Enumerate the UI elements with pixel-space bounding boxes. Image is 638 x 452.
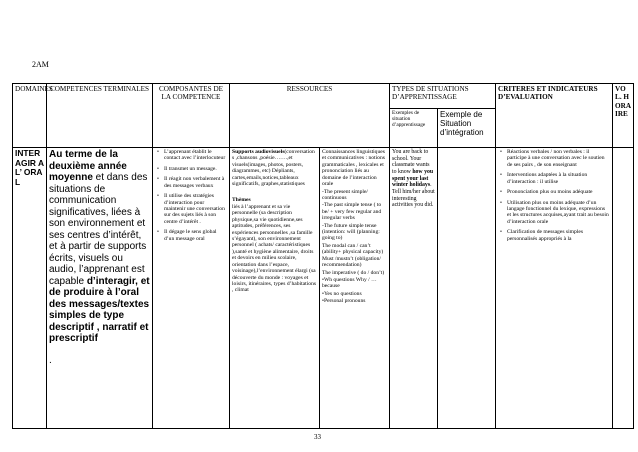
volume-horaire-cell [613,148,634,429]
critere-item: • Réactions verbales / non verbales : il participe à une conversation avec le soutien de ses pairs , de son enseignant [507,149,610,168]
supports-label: Supports audiovisuels [232,149,285,155]
header-exemple-integration: Exemple de Situation d’intégration [438,109,496,148]
composante-item: • Il dégage le sens global d’un message oral [164,229,227,242]
situation-emphasis: how you spent your last winter holidays [392,168,434,189]
critere-item: • Clarification de messages simples personnalisés appropriés à la [507,229,610,242]
ressource-item: •Yes no questions [322,290,362,297]
header-criteres: CRITERES ET INDICATEURS D’EVALUATION [496,84,613,148]
situation-text: You are back to school. Your classmate wants to know [392,149,430,175]
critere-item: • Utilisation plus ou moins adéquate d’un langage fonctionnel du lexique, expressions et les structures acquises,ayant trait au besoin d’interaction orale [507,200,610,226]
exemple-integration-cell [438,148,496,429]
criteres-list [498,149,610,242]
composante-item: • Il transmet un message. [164,166,227,172]
document-level-label: 2AM [32,60,49,69]
header-ressources: RESSOURCES [230,84,390,148]
competence-context: et dans des situations de communication significatives, liées à son environnement et ses centres d’intérêt, et à partir de supports écrits, visuels ou audio, l’apprenant est capable [49,172,148,287]
ressource-item: •Personal pronouns [322,298,366,305]
competence-intro: Au terme de la deuxième année moyenne [49,149,127,183]
ressource-item: -The future simple tense (intention: will (planning: going to) [322,222,380,242]
header-composantes: COMPOSANTES DE LA COMPETENCE [153,84,230,148]
header-exemples-situation: Exemples de situation d’apprentissage [390,109,438,148]
composantes-list [155,149,227,242]
competence-objective: d’interagir, et de produire à l’oral des messages/textes simples de type descriptif , narratif et prescriptif [49,275,150,344]
supports-text: (conversation s ,chansons ,poésie…….,et visuels(images, photos, posters, diagrammes, etc) Dépliants, cartes,emails,notices,tableaux significatifs, graphes,statistiques [232,149,315,188]
ressource-item: -The present simple/ continuous [322,188,368,201]
page-number: 33 [314,433,321,441]
composante-item: • Il utilise des stratégies d’interaction pour maintenir une conversation sur des sujets liés à son centre d’intérêt . [164,193,227,225]
criteres-cell [496,148,613,429]
domaine-cell: INTERAGIR A L’ ORAL [13,148,47,429]
critere-item: • Interventions adaptées à la situation d’interaction : il utilise [507,172,610,185]
themes-label: Thèmes [232,196,251,203]
themes-text: liés à l’apprenant et sa vie personnelle (sa description physique,sa vie quotidienne,ses aptitudes, préférences, ses expériences personnelles ,sa famille s’égayant), son environnement personnel ( achats/ caractéristiques ),santé et hygiène alimentaire, droits et devoirs en milieu scolaire, orientation dans l’espace, voisinage),l’environnement élargi (sa découverte du monde : voyages et loisirs, itinéraires, types d’habitations , climat [232,203,317,294]
situation-text-end: . Tell him/her about interesting activities you did. [392,182,435,209]
header-domaines: DOMAINES [13,84,47,148]
composante-item: • Il réagit non verbalement à des messages verbaux [164,176,227,189]
ressource-item: -The past simple tense ( to be/ + very few regular and irregular verbs [322,202,382,222]
competence-cell [47,148,153,429]
ressources-linguistiques-cell [320,148,390,429]
composantes-cell [153,148,230,429]
ressource-item: Connaissances linguistiques et communicatives : notions grammaticales , lexicales et prononciation liés au domaine de l’interaction orale [322,149,385,188]
composante-item: • L’apprenant établit le contact avec l’interlocuteur [164,149,227,162]
header-types-situations: TYPES DE SITUATIONS D’APPRENTISSAGE [390,84,496,109]
header-competences: COMPETENCES TERMINALES [47,84,153,148]
ressources-supports-cell [230,148,320,429]
curriculum-table [12,83,634,429]
header-volume-horaire: VOL. HORAIRE [613,84,634,148]
ressource-item: •Wh questions Why / … because [322,277,377,290]
ressource-item: The modal can / can’t (ability+ physical capacity) Must /mustn’t (obligation/ recommendation) [322,242,384,269]
critere-item: • Prononciation plus ou moins adéquate [507,189,610,195]
ressource-item: The imperative ( do / don’t) [322,269,385,276]
exemple-situation-cell [390,148,438,429]
competence-period: . [49,354,52,366]
